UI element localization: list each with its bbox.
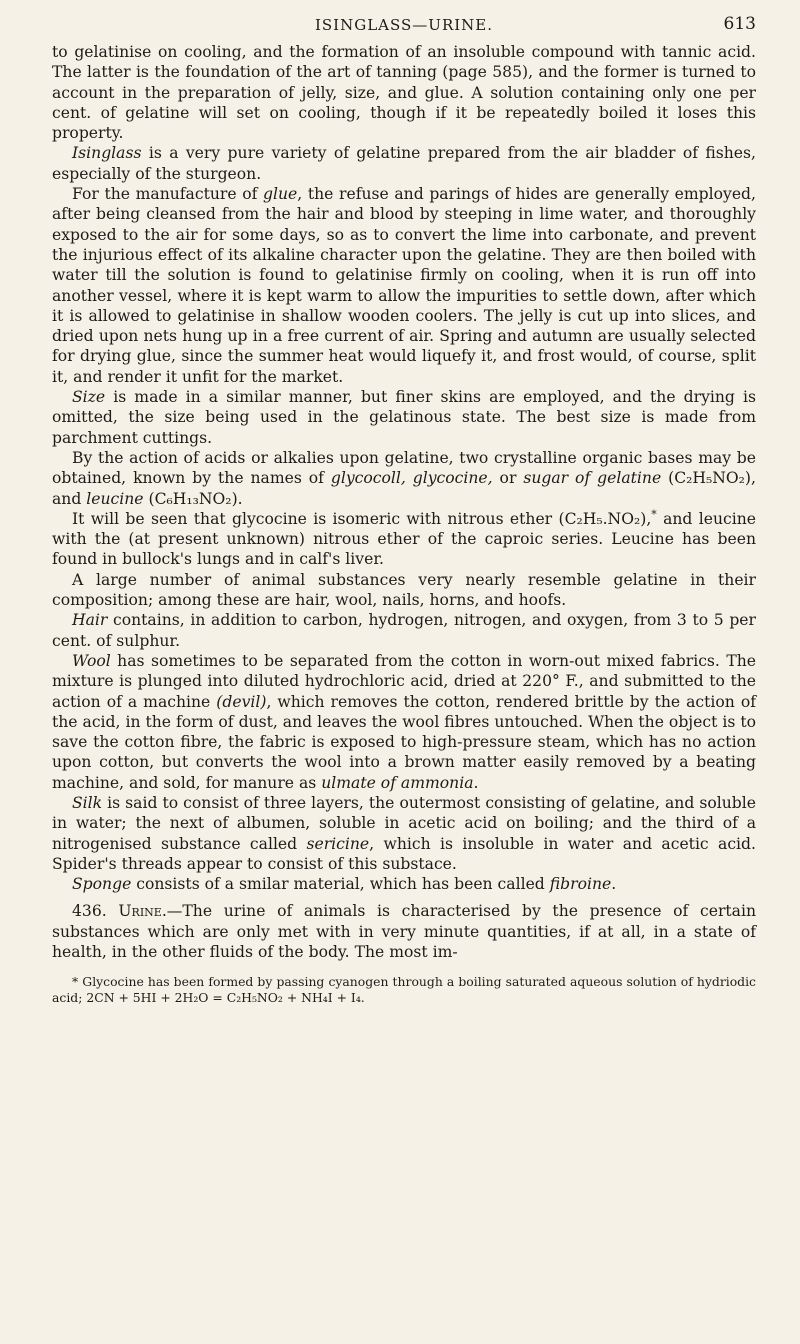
- paragraph-text: , and: [52, 469, 756, 508]
- paragraph-gelatine-properties: [52, 42, 756, 143]
- paragraph-text: —The urine of animals is characterised by the presence of certain substances which are only met with in very minute quantities, if at all, in a state of health, in the other fluids of the body. The most im-: [52, 902, 756, 962]
- paragraph-urine: [52, 901, 756, 962]
- paragraph-wool: [52, 651, 756, 793]
- paragraph-isomeric: It will be seen that glycocine is isomeric with nitrous ether (C₂H₅.NO₂),* and leucine with the (at present unknown) nitrous ether of the caproic series. Leucine has been found in bullock's lungs and in calf's liver.: [52, 507, 756, 569]
- term-sugar-of-gelatine: sugar of gelatine: [523, 469, 662, 488]
- term-ulmate-of-ammonia: ulmate of ammonia: [321, 773, 474, 792]
- term-leucine: leucine: [86, 489, 144, 508]
- paragraph-text: .: [237, 489, 243, 508]
- term-wool: Wool: [72, 651, 111, 670]
- page-number: 613: [723, 14, 756, 34]
- page-header: [52, 8, 756, 42]
- paragraph-sponge: [52, 874, 756, 894]
- paragraph-text: , which removes the cotton, rendered brittle by the action of the acid, in the form of dust, and leaves the wool fibres untouched. When the object is to save the cotton fibre, the fabric is exposed to high-pressure steam, which has no action upon cotton, but converts the wool into a brown matter easily removed by a beating machine, and sold, for manure as: [52, 692, 756, 792]
- term-devil: (devil): [216, 692, 267, 711]
- term-glue: glue: [263, 185, 298, 204]
- paragraph-text: , which is insoluble in water and acetic acid. Spider's threads appear to consist of this substace.: [52, 834, 756, 873]
- paragraph-text: contains, in addition to carbon, hydrogen, nitrogen, and oxygen, from 3 to 5 per cent. of sulphur.: [52, 611, 756, 650]
- term-sericine: sericine: [306, 834, 370, 853]
- paragraph-text: is made in a similar manner, but finer skins are employed, and the drying is omitted, the size being used in the gelatinous state. The best size is made from parchment cuttings.: [52, 388, 756, 447]
- paragraph-glue: [52, 184, 756, 387]
- term-glycocoll: glycocoll, glycocine,: [330, 469, 493, 488]
- formula-nitrous-ether: (C₂H₅.NO₂): [558, 509, 647, 528]
- section-number: 436.: [72, 902, 107, 921]
- term-isinglass: Isinglass: [72, 144, 142, 163]
- paragraph-text: It will be seen that glycocine is isomeric with nitrous ether: [72, 509, 559, 528]
- paragraph-size: [52, 387, 756, 448]
- footnote-reference[interactable]: *: [651, 507, 657, 521]
- paragraph-text: consists of a smilar material, which has been called: [131, 875, 550, 894]
- footnote-text: Glycocine has been formed by passing cyanogen through a boiling saturated aqueous solution of hydriodic acid; 2CN + 5HI + 2H₂O = C₂H₅NO₂ + NH₄I + I₄.: [52, 974, 756, 1006]
- footnote: [52, 974, 756, 1006]
- term-size: Size: [72, 388, 106, 407]
- paragraph-text: to gelatinise on cooling, and the formation of an insoluble compound with tannic acid. The latter is the foundation of the art of tanning (page 585), and the former is turned to account in the preparation of jelly, size, and glue. A solution containing only one per cent. of gelatine will set on cooling, though if it be repeatedly boiled it loses this property.: [52, 43, 756, 143]
- paragraph-isinglass: [52, 143, 756, 184]
- body-text: [52, 42, 756, 962]
- paragraph-text: .: [473, 773, 479, 792]
- paragraph-text: is said to consist of three layers, the outermost consisting of gelatine, and soluble in water; the next of albumen, soluble in acetic acid on boiling; and the third of a nitrogenised substance called: [52, 793, 756, 853]
- formula-glycocine: (C₂H₅NO₂): [668, 469, 752, 488]
- paragraph-text: and leucine with the (at present unknown) nitrous ether of the caproic series. Leucine has been found in bullock's lungs and in calf's liver.: [52, 509, 756, 569]
- paragraph-text: , the refuse and parings of hides are generally employed, after being cleansed from the hair and blood by steeping in lime water, and thoroughly exposed to the air for some days, so as to convert the lime into carbonate, and prevent the injurious effect of its alkaline character upon the gelatine. They are then boiled with water till the solution is found to gelatinise firmly on cooling, when it is run off into another vessel, where it is kept warm to allow the impurities to settle down, after which it is allowed to gelatinise in shallow wooden coolers. The jelly is cut up into slices, and dried upon nets hung up in a free current of air. Spring and autumn are usually selected for drying glue, since the summer heat would liquefy it, and frost would, of course, split it, and render it unfit for the market.: [52, 185, 756, 386]
- footnote-mark: *: [72, 974, 79, 990]
- term-sponge: Sponge: [72, 875, 132, 894]
- paragraph-text: .: [611, 875, 617, 894]
- paragraph-hair: [52, 610, 756, 651]
- paragraph-text: or: [492, 469, 524, 488]
- term-silk: Silk: [72, 793, 103, 812]
- paragraph-text: A large number of animal substances very nearly resemble gelatine in their composition; among these are hair, wool, nails, horns, and hoofs.: [52, 570, 756, 610]
- section-heading: Urine.: [118, 902, 167, 921]
- term-hair: Hair: [72, 611, 108, 630]
- term-fibroine: fibroine: [549, 875, 612, 894]
- running-head: ISINGLASS—URINE.: [314, 16, 494, 34]
- paragraph-animal-substances: [52, 570, 756, 611]
- paragraph-text: is a very pure variety of gelatine prepared from the air bladder of fishes, especially of the sturgeon.: [52, 144, 756, 183]
- book-page: [0, 8, 800, 1344]
- paragraph-silk: [52, 793, 756, 874]
- paragraph-text: For the manufacture of: [72, 185, 263, 204]
- paragraph-text: has sometimes to be separated from the cotton in worn-out mixed fabrics. The mixture is plunged into diluted hydrochloric acid, dried at 220° F., and submitted to the action of a machine: [52, 651, 756, 711]
- paragraph-text: By the action of acids or alkalies upon gelatine, two crystalline organic bases may be obtained, known by the names of: [52, 448, 756, 488]
- paragraph-organic-bases: [52, 448, 756, 509]
- formula-leucine: (C₆H₁₃NO₂): [148, 489, 238, 508]
